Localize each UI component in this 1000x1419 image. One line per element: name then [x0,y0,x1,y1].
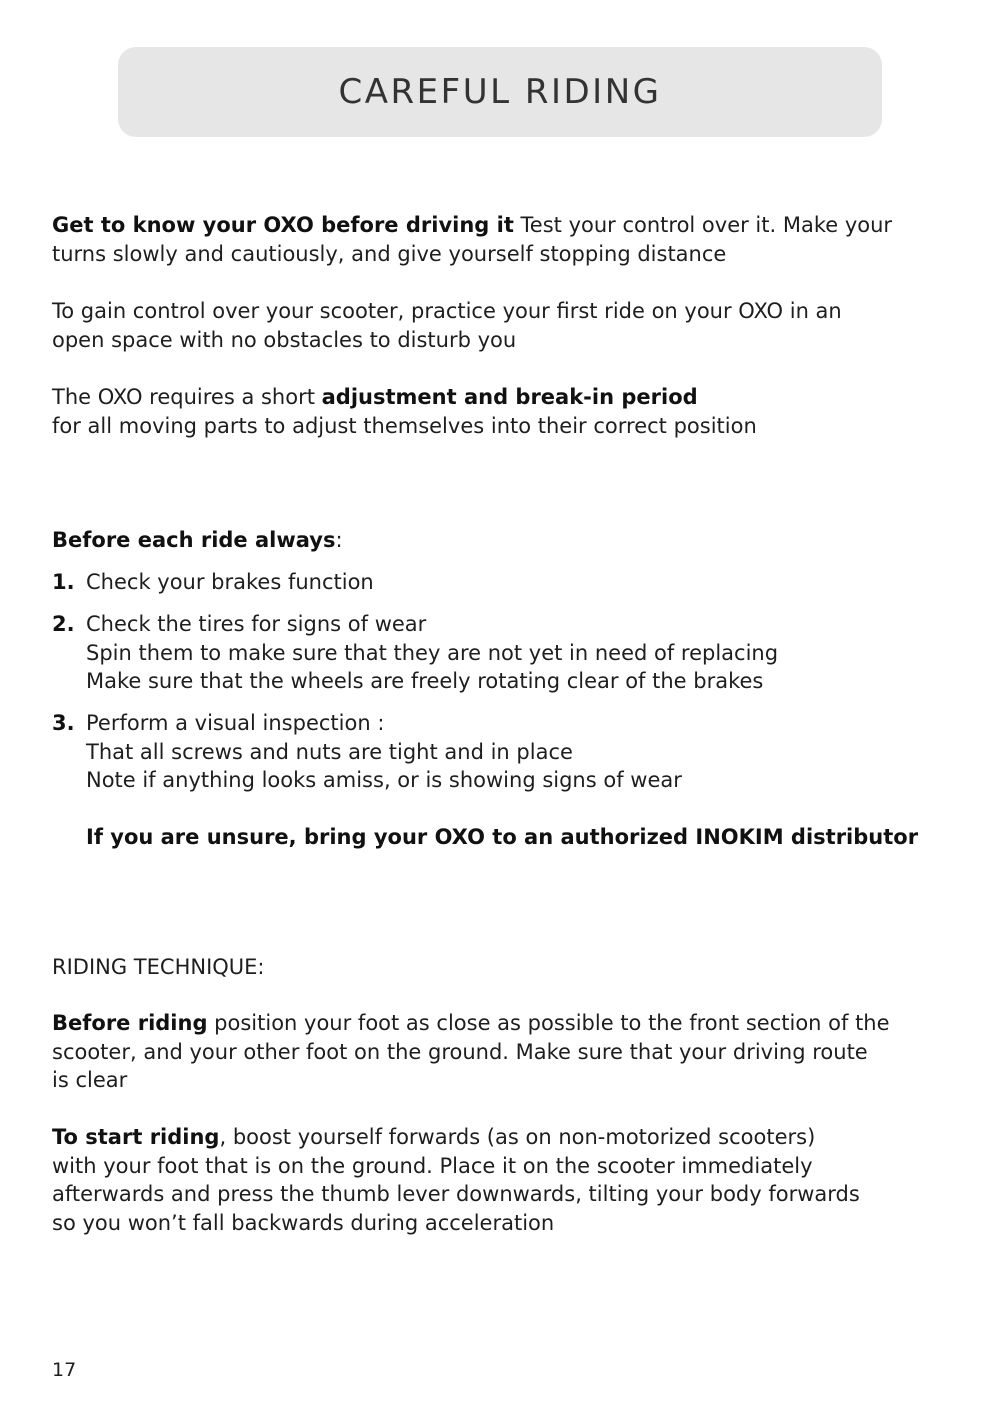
checklist-item-2 [52,610,962,696]
intro-p1-line1: Test your control over it. Make your [513,213,893,237]
list-line: Spin them to make sure that they are not yet in need of replacing [86,640,779,665]
intro-bold-lead: Get to know your OXO before driving it [52,213,514,237]
before-riding-bold: Before riding [52,1011,208,1035]
intro-p3-line2: for all moving parts to adjust themselves into their correct position [52,413,757,438]
intro-p2-line1: To gain control over your scooter, practice your first ride on your OXO in an [52,299,842,323]
start-line2: with your foot that is on the ground. Place it on the scooter immediately [52,1153,813,1178]
list-line: Perform a visual inspection : [86,711,385,735]
intro-paragraph-2 [52,297,962,354]
intro-p1-line2: turns slowly and cautiously, and give yourself stopping distance [52,241,727,266]
start-riding-paragraph [52,1123,962,1237]
distributor-note-text: If you are unsure, bring your OXO to an authorized INOKIM distributor [86,825,919,849]
page-number: 17 [52,1359,77,1381]
before-riding-paragraph [52,1009,962,1095]
before-line3: is clear [52,1068,128,1093]
checklist-item-3 [52,709,962,795]
before-line1: position your foot as close as possible to the front section of the [207,1011,890,1035]
list-line: Check the tires for signs of wear [86,612,427,636]
list-number: 3. [52,711,75,735]
intro-p3-line1: The OXO requires a short [52,385,322,409]
list-line: Note if anything looks amiss, or is showing signs of wear [86,768,682,793]
intro-p2-line2: open space with no obstacles to disturb you [52,327,517,352]
start-line4: so you won’t fall backwards during acceleration [52,1210,555,1235]
list-line: That all screws and nuts are tight and in place [86,739,573,764]
page-title: CAREFUL RIDING [338,72,662,112]
list-number: 2. [52,612,75,636]
intro-paragraph-3 [52,383,962,440]
distributor-note [86,823,962,852]
checklist-heading [52,526,962,555]
list-line: Check your brakes function [86,570,374,594]
checklist-heading-colon: : [335,528,343,552]
checklist-item-1 [52,568,962,597]
intro-paragraph-1 [52,211,962,268]
intro-p3-bold: adjustment and break-in period [321,385,698,409]
before-line2: scooter, and your other foot on the ground. Make sure that your driving route [52,1039,868,1064]
checklist-heading-bold: Before each ride always [52,528,336,552]
start-line1: , boost yourself forwards (as on non-motorized scooters) [219,1125,816,1149]
start-riding-bold: To start riding [52,1125,220,1149]
list-number: 1. [52,570,75,594]
list-line: Make sure that the wheels are freely rotating clear of the brakes [86,669,764,694]
technique-heading: RIDING TECHNIQUE: [52,955,265,979]
title-banner [118,47,882,137]
start-line3: afterwards and press the thumb lever downwards, tilting your body forwards [52,1182,860,1207]
